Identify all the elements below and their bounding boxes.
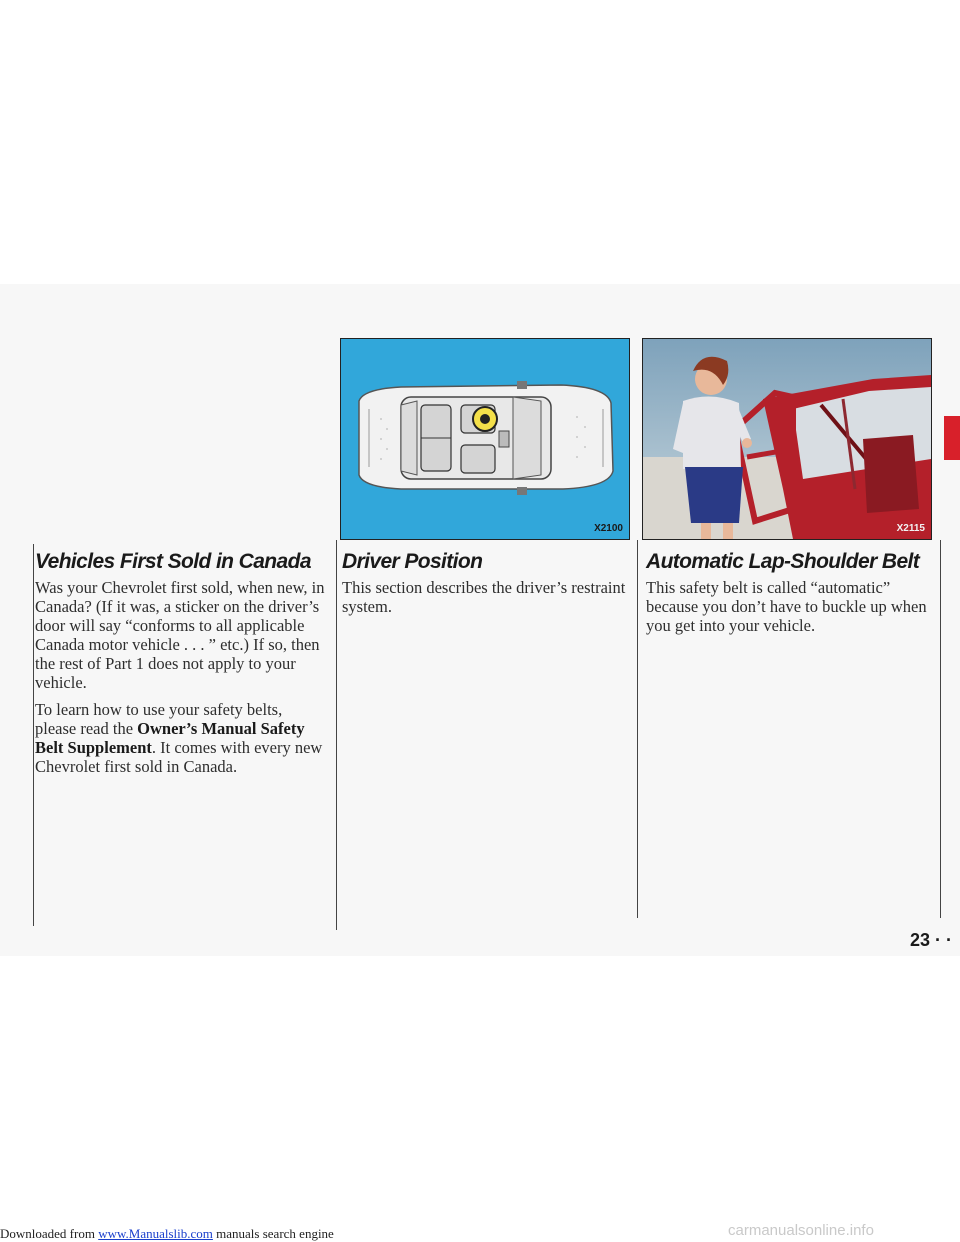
figure-code-left: X2100 — [594, 523, 623, 534]
column-divider-right — [637, 540, 638, 918]
column-divider-middle — [336, 540, 337, 930]
car-top-view-illustration — [341, 339, 629, 539]
section-heading-driver-position: Driver Position — [342, 550, 483, 573]
page-number: 23 · · — [910, 930, 953, 950]
column-3-text — [646, 578, 932, 643]
section-heading-automatic-lap-shoulder-belt: Automatic Lap-Shoulder Belt — [646, 550, 920, 573]
canada-paragraph-2: To learn how to use your safety belts, please read the Owner’s Manual Safety Belt Supplement. It comes with every new Chevrolet first sold in Canada. — [35, 700, 323, 776]
download-footer: Downloaded from www.Manualslib.com manuals search engine — [0, 1226, 334, 1241]
driver-position-diagram — [340, 338, 630, 540]
section-heading-vehicles-first-sold-in-canada: Vehicles First Sold in Canada — [35, 550, 311, 573]
column-2-text — [342, 578, 630, 624]
watermark-text: carmanualsonline.info — [728, 1222, 874, 1239]
automatic-belt-paragraph: This safety belt is called “automatic” because you don’t have to buckle up when you get into your vehicle. — [646, 578, 927, 635]
column-divider-far-right — [940, 540, 941, 918]
woman-at-car-door-illustration — [643, 339, 931, 539]
figure-code-right: X2115 — [896, 523, 925, 534]
section-tab-marker — [944, 416, 960, 460]
page-number-dots: · · — [935, 930, 953, 950]
manualslib-link[interactable]: www.Manualslib.com — [98, 1226, 213, 1241]
column-1-text — [35, 578, 327, 784]
automatic-belt-illustration — [642, 338, 932, 540]
canada-paragraph-1: Was your Chevrolet first sold, when new, in Canada? (If it was, a sticker on the driver’s door will say “conforms to all applicable Canada motor vehicle . . . ” etc.) If so, then the rest of Part 1 does not apply to your vehicle. — [35, 578, 325, 692]
column-divider-left — [33, 544, 34, 926]
driver-position-paragraph: This section describes the driver’s restraint system. — [342, 578, 626, 616]
supplement-title: Owner’s Manual Safety Belt Supplement — [35, 719, 305, 757]
